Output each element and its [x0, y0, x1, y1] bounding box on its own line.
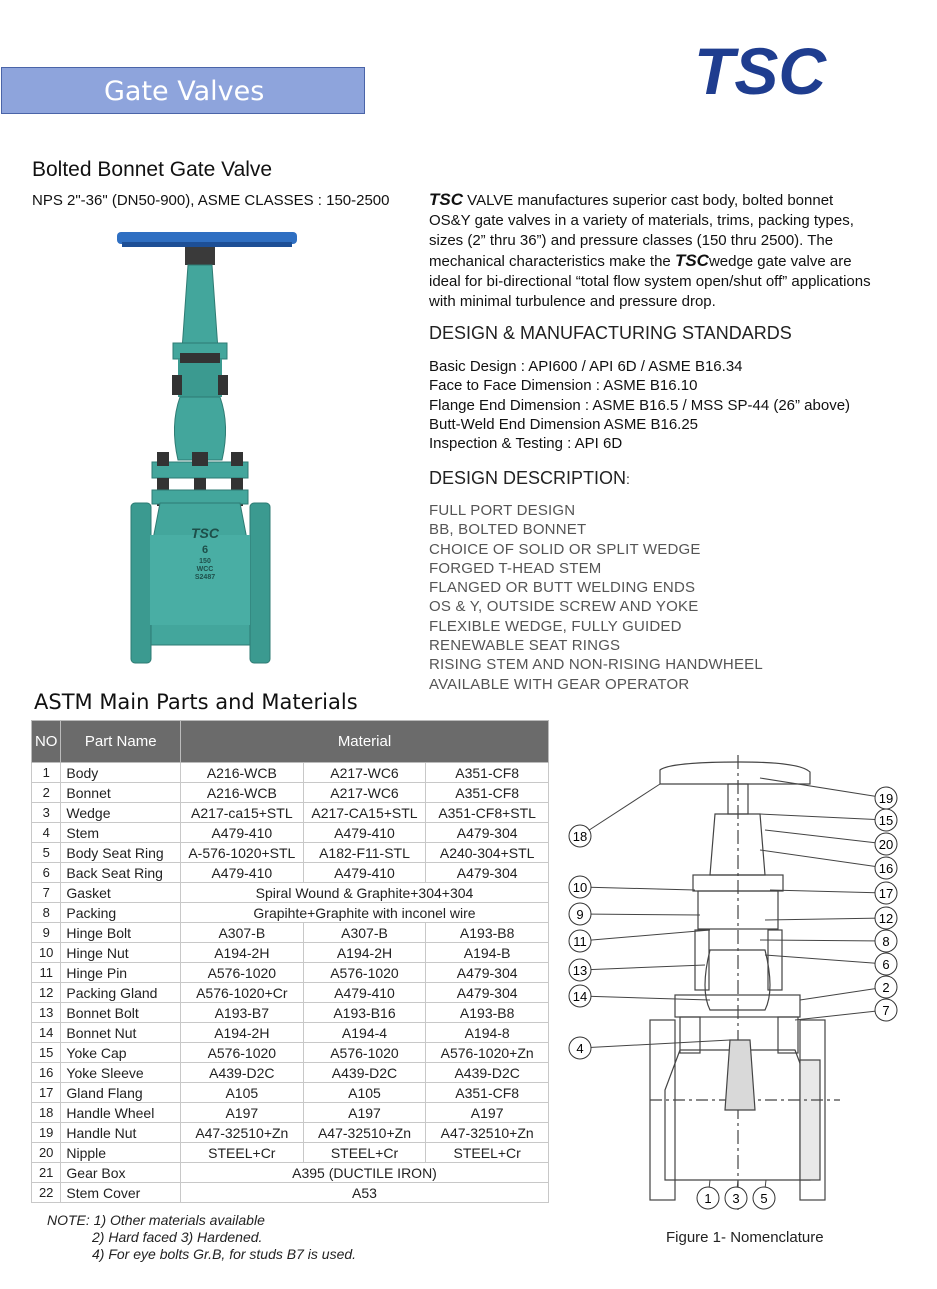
part-name: Body [61, 763, 181, 783]
callout-leader [800, 987, 886, 1000]
callout-leader [760, 814, 886, 820]
figure-caption: Figure 1- Nomenclature [666, 1229, 824, 1246]
valve-section-outline [650, 755, 840, 1210]
callout-number: 1 [704, 1191, 712, 1206]
callout-number: 6 [882, 957, 890, 972]
part-name: Gear Box [61, 1163, 181, 1183]
callout-number: 2 [882, 980, 890, 995]
row-number: 13 [32, 1003, 61, 1023]
material-cell: A193-B16 [303, 1003, 426, 1023]
callout-number: 5 [760, 1191, 768, 1206]
material-cell: A182-F11-STL [303, 843, 426, 863]
callout-number: 9 [576, 907, 584, 922]
callout-number: 13 [572, 963, 588, 978]
tsc-logo [690, 36, 855, 106]
table-row [32, 1083, 549, 1103]
description-colon: : [626, 471, 630, 487]
standards-item: Inspection & Testing : API 6D [429, 435, 623, 453]
bonnet [152, 397, 248, 506]
row-number: 6 [32, 863, 61, 883]
note-line: 4) For eye bolts Gr.B, for studs B7 is used. [92, 1246, 357, 1262]
header-material: Material [181, 721, 549, 763]
material-cell: A193-B7 [181, 1003, 304, 1023]
table-row [32, 863, 549, 883]
material-cell: A47-32510+Zn [181, 1123, 304, 1143]
table-row [32, 803, 549, 823]
material-cell: A351-CF8 [426, 763, 549, 783]
row-number: 17 [32, 1083, 61, 1103]
table-row [32, 763, 549, 783]
material-cell: A479-410 [181, 823, 304, 843]
description-heading [429, 468, 630, 489]
part-name: Gland Flang [61, 1083, 181, 1103]
material-cell: A479-410 [303, 823, 426, 843]
intro-line: VALVE manufactures superior cast body, bolted bonnet [467, 192, 834, 209]
material-cell: A576-1020 [181, 963, 304, 983]
table-row [32, 1023, 549, 1043]
intro-line: sizes (2” thru 36”) and pressure classes (150 thru 2500). The [429, 232, 834, 249]
part-name: Packing Gland [61, 983, 181, 1003]
table-row [32, 1003, 549, 1023]
callout-leader [760, 778, 886, 798]
table-row [32, 783, 549, 803]
note-line: NOTE: 1) Other materials available [47, 1212, 265, 1228]
material-cell: A395 (DUCTILE IRON) [181, 1163, 549, 1183]
material-cell: A105 [181, 1083, 304, 1103]
callout-number: 20 [878, 837, 894, 852]
row-number: 20 [32, 1143, 61, 1163]
row-number: 1 [32, 763, 61, 783]
part-name: Handle Wheel [61, 1103, 181, 1123]
standards-item: Flange End Dimension : ASME B16.5 / MSS SP-44 (26” above) [429, 396, 851, 414]
note-line: 2) Hard faced 3) Hardened. [92, 1229, 263, 1245]
material-cell: A240-304+STL [426, 843, 549, 863]
callout-number: 10 [572, 880, 588, 895]
row-number: 4 [32, 823, 61, 843]
material-cell: A439-D2C [303, 1063, 426, 1083]
callout-leader [760, 940, 886, 941]
material-cell: A439-D2C [426, 1063, 549, 1083]
material-cell: A217-CA15+STL [303, 803, 426, 823]
part-name: Nipple [61, 1143, 181, 1163]
header-part-name: Part Name [61, 721, 181, 763]
material-cell: STEEL+Cr [181, 1143, 304, 1163]
material-cell: A194-2H [181, 943, 304, 963]
part-name: Bonnet Bolt [61, 1003, 181, 1023]
callout-number: 12 [878, 911, 894, 926]
callout-leader [765, 830, 886, 844]
row-number: 21 [32, 1163, 61, 1183]
notes [47, 1212, 356, 1263]
intro-line: OS&Y gate valves in a variety of materials, trims, packing types, [429, 212, 854, 229]
part-name: Bonnet [61, 783, 181, 803]
description-item: FLEXIBLE WEDGE, FULLY GUIDED [429, 617, 682, 635]
material-cell: Grapihte+Graphite with inconel wire [181, 903, 549, 923]
description-item: CHOICE OF SOLID OR SPLIT WEDGE [429, 540, 701, 558]
callout-number: 11 [573, 934, 587, 949]
description-item: OS & Y, OUTSIDE SCREW AND YOKE [429, 598, 699, 616]
callout-leader [580, 930, 710, 941]
material-cell: A479-304 [426, 863, 549, 883]
intro-brand: TSC [674, 251, 709, 270]
row-number: 2 [32, 783, 61, 803]
callout-number: 14 [572, 989, 588, 1004]
material-cell: A576-1020 [181, 1043, 304, 1063]
material-cell: A193-B8 [426, 923, 549, 943]
table-row [32, 883, 549, 903]
row-number: 10 [32, 943, 61, 963]
row-number: 9 [32, 923, 61, 943]
table-row [32, 923, 549, 943]
material-cell: A47-32510+Zn [303, 1123, 426, 1143]
material-cell: A307-B [303, 923, 426, 943]
material-cell: STEEL+Cr [303, 1143, 426, 1163]
part-name: Stem Cover [61, 1183, 181, 1203]
nomenclature-drawing [560, 750, 905, 1220]
intro-line: ideal for bi-directional “total flow system open/shut off” applications [429, 273, 871, 290]
part-name: Back Seat Ring [61, 863, 181, 883]
description-item: RISING STEM AND NON-RISING HANDWHEEL [429, 656, 763, 674]
material-cell: A194-2H [181, 1023, 304, 1043]
material-cell: A197 [426, 1103, 549, 1123]
part-name: Yoke Sleeve [61, 1063, 181, 1083]
part-name: Hinge Pin [61, 963, 181, 983]
part-name: Body Seat Ring [61, 843, 181, 863]
part-name: Handle Nut [61, 1123, 181, 1143]
material-cell: A479-304 [426, 983, 549, 1003]
table-row [32, 1123, 549, 1143]
table-row [32, 823, 549, 843]
row-number: 7 [32, 883, 61, 903]
material-cell: A576-1020 [303, 963, 426, 983]
material-cell: A-576-1020+STL [181, 843, 304, 863]
callout-number: 4 [576, 1041, 584, 1056]
material-cell: A351-CF8+STL [426, 803, 549, 823]
handwheel [117, 232, 297, 247]
standards-list [429, 357, 850, 453]
part-name: Gasket [61, 883, 181, 903]
marking-serial: S2487 [194, 574, 216, 581]
material-cell: A47-32510+Zn [426, 1123, 549, 1143]
marking-material: WCC [196, 566, 214, 573]
material-cell: A194-2H [303, 943, 426, 963]
page-title: Bolted Bonnet Gate Valve [32, 158, 273, 181]
parts-table-header [32, 721, 549, 763]
callout-number: 8 [882, 934, 890, 949]
table-row [32, 1043, 549, 1063]
callout-number: 15 [878, 813, 894, 828]
material-cell: Spiral Wound & Graphite+304+304 [181, 883, 549, 903]
parts-table-body [32, 763, 549, 1203]
part-name: Wedge [61, 803, 181, 823]
description-title: DESIGN DESCRIPTION [429, 468, 627, 488]
material-cell: A351-CF8 [426, 1083, 549, 1103]
material-cell: A216-WCB [181, 763, 304, 783]
callout-number: 17 [878, 886, 894, 901]
callout-leader [580, 914, 700, 915]
material-cell: A194-4 [303, 1023, 426, 1043]
material-cell: A479-410 [303, 983, 426, 1003]
intro-line: wedge gate valve are [708, 253, 852, 270]
section-banner [1, 67, 365, 114]
row-number: 3 [32, 803, 61, 823]
intro-paragraph [429, 190, 909, 312]
part-name: Hinge Bolt [61, 923, 181, 943]
material-cell: A307-B [181, 923, 304, 943]
standards-item: Face to Face Dimension : ASME B16.10 [429, 377, 698, 395]
standards-item: Basic Design : API600 / API 6D / ASME B16.34 [429, 358, 743, 375]
callout-leader [760, 850, 886, 868]
part-name: Yoke Cap [61, 1043, 181, 1063]
callout-leader [580, 965, 705, 970]
material-cell: A576-1020 [303, 1043, 426, 1063]
row-number: 15 [32, 1043, 61, 1063]
material-cell: A479-304 [426, 963, 549, 983]
material-cell: A576-1020+Zn [426, 1043, 549, 1063]
description-list [429, 501, 763, 694]
row-number: 11 [32, 963, 61, 983]
intro-line: with minimal turbulence and pressure drop. [429, 293, 716, 310]
callout-leader [580, 784, 660, 836]
callout-leader [580, 996, 710, 1000]
row-number: 5 [32, 843, 61, 863]
banner-title: Gate Valves [104, 76, 265, 107]
table-row [32, 1183, 549, 1203]
yoke [172, 265, 228, 397]
row-number: 19 [32, 1123, 61, 1143]
callout-number: 3 [732, 1191, 740, 1206]
material-cell: A351-CF8 [426, 783, 549, 803]
row-number: 16 [32, 1063, 61, 1083]
description-item: AVAILABLE WITH GEAR OPERATOR [429, 675, 690, 693]
table-row [32, 903, 549, 923]
row-number: 22 [32, 1183, 61, 1203]
part-name: Bonnet Nut [61, 1023, 181, 1043]
row-number: 18 [32, 1103, 61, 1123]
material-cell: A576-1020+Cr [181, 983, 304, 1003]
row-number: 12 [32, 983, 61, 1003]
callout-number: 16 [878, 861, 894, 876]
row-number: 14 [32, 1023, 61, 1043]
material-cell: A197 [303, 1103, 426, 1123]
parts-table [31, 720, 549, 1203]
table-row [32, 983, 549, 1003]
callout-leader [765, 955, 886, 964]
callout-number: 19 [878, 791, 894, 806]
table-row [32, 963, 549, 983]
callout-number: 18 [572, 829, 588, 844]
material-cell: A479-304 [426, 823, 549, 843]
material-cell: STEEL+Cr [426, 1143, 549, 1163]
callout-leader [765, 918, 886, 920]
part-name: Hinge Nut [61, 943, 181, 963]
table-row [32, 1103, 549, 1123]
callout-leader [580, 1040, 730, 1048]
description-item: BB, BOLTED BONNET [429, 521, 587, 539]
stem-nut [185, 247, 215, 265]
parts-table-title: ASTM Main Parts and Materials [34, 690, 358, 714]
material-cell: A479-410 [303, 863, 426, 883]
material-cell: A217-WC6 [303, 763, 426, 783]
table-row [32, 1143, 549, 1163]
part-name: Stem [61, 823, 181, 843]
table-row [32, 1163, 549, 1183]
material-cell: A53 [181, 1183, 549, 1203]
marking-brand: TSC [191, 525, 219, 541]
description-item: FLANGED OR BUTT WELDING ENDS [429, 579, 696, 597]
callout-leader [795, 1010, 886, 1020]
standards-item: Butt-Weld End Dimension ASME B16.25 [429, 415, 699, 433]
row-number: 8 [32, 903, 61, 923]
callout-labels [569, 778, 897, 1209]
description-item: FULL PORT DESIGN [429, 502, 576, 519]
material-cell: A197 [181, 1103, 304, 1123]
marking-size: 6 [201, 544, 209, 556]
intro-brand: TSC [429, 190, 463, 209]
table-row [32, 843, 549, 863]
standards-heading: DESIGN & MANUFACTURING STANDARDS [429, 323, 792, 343]
table-row [32, 1063, 549, 1083]
material-cell: A193-B8 [426, 1003, 549, 1023]
material-cell: A479-410 [181, 863, 304, 883]
material-cell: A217-ca15+STL [181, 803, 304, 823]
callout-leader [580, 887, 695, 890]
header-no: NO [32, 721, 61, 763]
material-cell: A105 [303, 1083, 426, 1103]
callout-leader [770, 890, 886, 893]
marking-class: 150 [199, 558, 211, 565]
part-name: Packing [61, 903, 181, 923]
logo-text: TSC [694, 36, 826, 106]
description-item: RENEWABLE SEAT RINGS [429, 637, 621, 655]
description-item: FORGED T-HEAD STEM [429, 559, 602, 577]
intro-line: mechanical characteristics make the [429, 253, 671, 270]
material-cell: A216-WCB [181, 783, 304, 803]
gate-valve-photo [100, 225, 300, 670]
material-cell: A217-WC6 [303, 783, 426, 803]
material-cell: A194-B [426, 943, 549, 963]
material-cell: A194-8 [426, 1023, 549, 1043]
callout-number: 7 [882, 1003, 890, 1018]
page-subtitle: NPS 2"-36" (DN50-900), ASME CLASSES : 150-2500 [32, 192, 390, 209]
table-row [32, 943, 549, 963]
material-cell: A439-D2C [181, 1063, 304, 1083]
